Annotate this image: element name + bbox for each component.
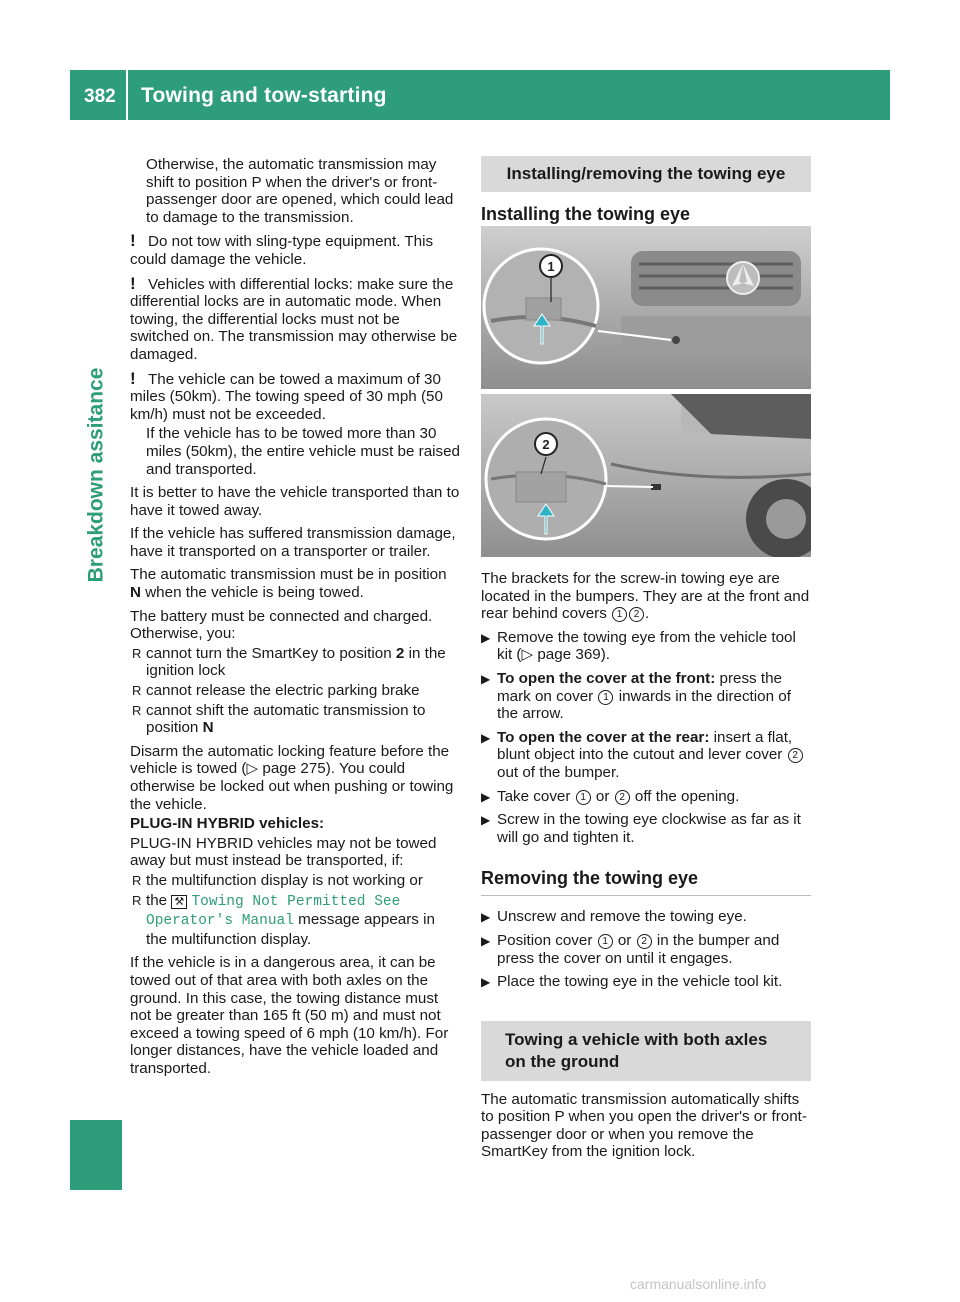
watermark: carmanualsonline.info xyxy=(630,1276,767,1292)
step: ▶ To open the cover at the front: press the mark on cover 1 inwards in the direction of the arrow. xyxy=(481,669,791,723)
step: ▶ Screw in the towing eye clockwise as far as it will go and tighten it. xyxy=(481,811,801,846)
right-column-text xyxy=(481,570,811,1167)
warning-3: ! The vehicle can be towed a maximum of 30 miles (50km). The towing speed of 30 mph (50 km/h) must not be exceeded. xyxy=(130,368,443,423)
subsection-heading: Removing the towing eye xyxy=(481,868,811,896)
left-column xyxy=(130,156,460,1084)
list-item: R cannot turn the SmartKey to position 2 in the ignition lock xyxy=(132,644,446,680)
paragraph: The automatic transmission must be in position N when the vehicle is being towed. xyxy=(130,566,447,602)
subheading: PLUG-IN HYBRID vehicles: xyxy=(130,815,325,833)
list-item: R cannot shift the automatic transmission to position N xyxy=(132,701,426,737)
step: ▶ To open the cover at the rear: insert a flat, blunt object into the cutout and lever cover 2 out of the bumper. xyxy=(481,729,811,782)
wrench-icon: ⚒ xyxy=(171,895,187,909)
page-title: Towing and tow-starting xyxy=(141,84,387,107)
front-bumper-photo xyxy=(481,226,811,389)
step: ▶ Unscrew and remove the towing eye. xyxy=(481,908,747,926)
warning-2: ! Vehicles with differential locks: make sure the differential locks are in automatic mode. When towing, the differential locks must not be switched on. The transmission may otherwise be damaged. xyxy=(130,273,458,363)
list-item: R the multifunction display is not working or xyxy=(132,871,423,889)
rear-bumper-photo xyxy=(481,394,811,557)
subsection-heading: Installing the towing eye xyxy=(481,204,811,232)
list-item: R the ⚒ Towing Not Permitted See Operator's Manual message appears in the multifunction display. xyxy=(132,891,435,948)
warning-1: ! Do not tow with sling-type equipment. This could damage the vehicle. xyxy=(130,231,434,268)
warning-icon: ! xyxy=(130,368,136,388)
paragraph: Disarm the automatic locking feature before the vehicle is towed (▷ page 275). You could otherwise be locked out when pushing or towing the vehicle. xyxy=(130,742,454,813)
paragraph: Otherwise, the automatic transmission may shift to position P when the driver's or front-passenger door are opened, which could lead to damage to the transmission. xyxy=(146,156,454,226)
paragraph: The brackets for the screw-in towing eye are located in the bumpers. They are at the front and rear behind covers 1 2 . xyxy=(481,570,810,623)
paragraph: PLUG-IN HYBRID vehicles may not be towed away but must instead be transported, if: xyxy=(130,834,437,870)
paragraph: The battery must be connected and charged. Otherwise, you: xyxy=(130,607,433,643)
step: ▶ Take cover 1 or 2 off the opening. xyxy=(481,787,740,805)
front-bumper-illustration xyxy=(481,226,811,389)
display-message: Towing Not Permitted See Operator's Manual xyxy=(146,893,401,930)
paragraph: It is better to have the vehicle transported than to have it towed away. xyxy=(130,484,460,519)
header-divider xyxy=(126,70,128,120)
callout-2: 2 xyxy=(542,437,550,452)
paragraph: If the vehicle is in a dangerous area, it can be towed out of that area with both axles on the ground. In this case, the towing distance must not be greater than 165 ft (50 m) and must not exceed a towing speed of 6 mph (10 km/h). For longer distances, have the vehicle loaded and transported. xyxy=(130,954,449,1077)
side-section-label: Breakdown assitance xyxy=(84,367,108,583)
warning-icon: ! xyxy=(130,273,136,293)
warning-icon: ! xyxy=(130,231,136,251)
page-number: 382 xyxy=(84,86,116,107)
paragraph: The automatic transmission automatically shifts to position P when you open the driver's or front-passenger door or when you remove the SmartKey from the ignition lock. xyxy=(481,1090,807,1161)
callout-1: 1 xyxy=(547,259,555,274)
step: ▶ Place the towing eye in the vehicle tool kit. xyxy=(481,973,783,991)
paragraph: If the vehicle has suffered transmission damage, have it transported on a transporter or trailer. xyxy=(130,525,456,560)
list-item: R cannot release the electric parking brake xyxy=(132,682,420,700)
step: ▶ Remove the towing eye from the vehicle tool kit (▷ page 369). xyxy=(481,628,796,664)
section-header: Towing a vehicle with both axles on the ground xyxy=(481,1021,811,1081)
step: ▶ Position cover 1 or 2 in the bumper and press the cover on until it engages. xyxy=(481,931,780,967)
paragraph: If the vehicle has to be towed more than 30 miles (50km), the entire vehicle must be raised and transported. xyxy=(146,425,460,478)
right-column xyxy=(481,156,811,232)
rear-bumper-illustration xyxy=(481,394,811,557)
side-block xyxy=(70,1120,122,1190)
section-header: Installing/removing the towing eye xyxy=(481,156,811,192)
